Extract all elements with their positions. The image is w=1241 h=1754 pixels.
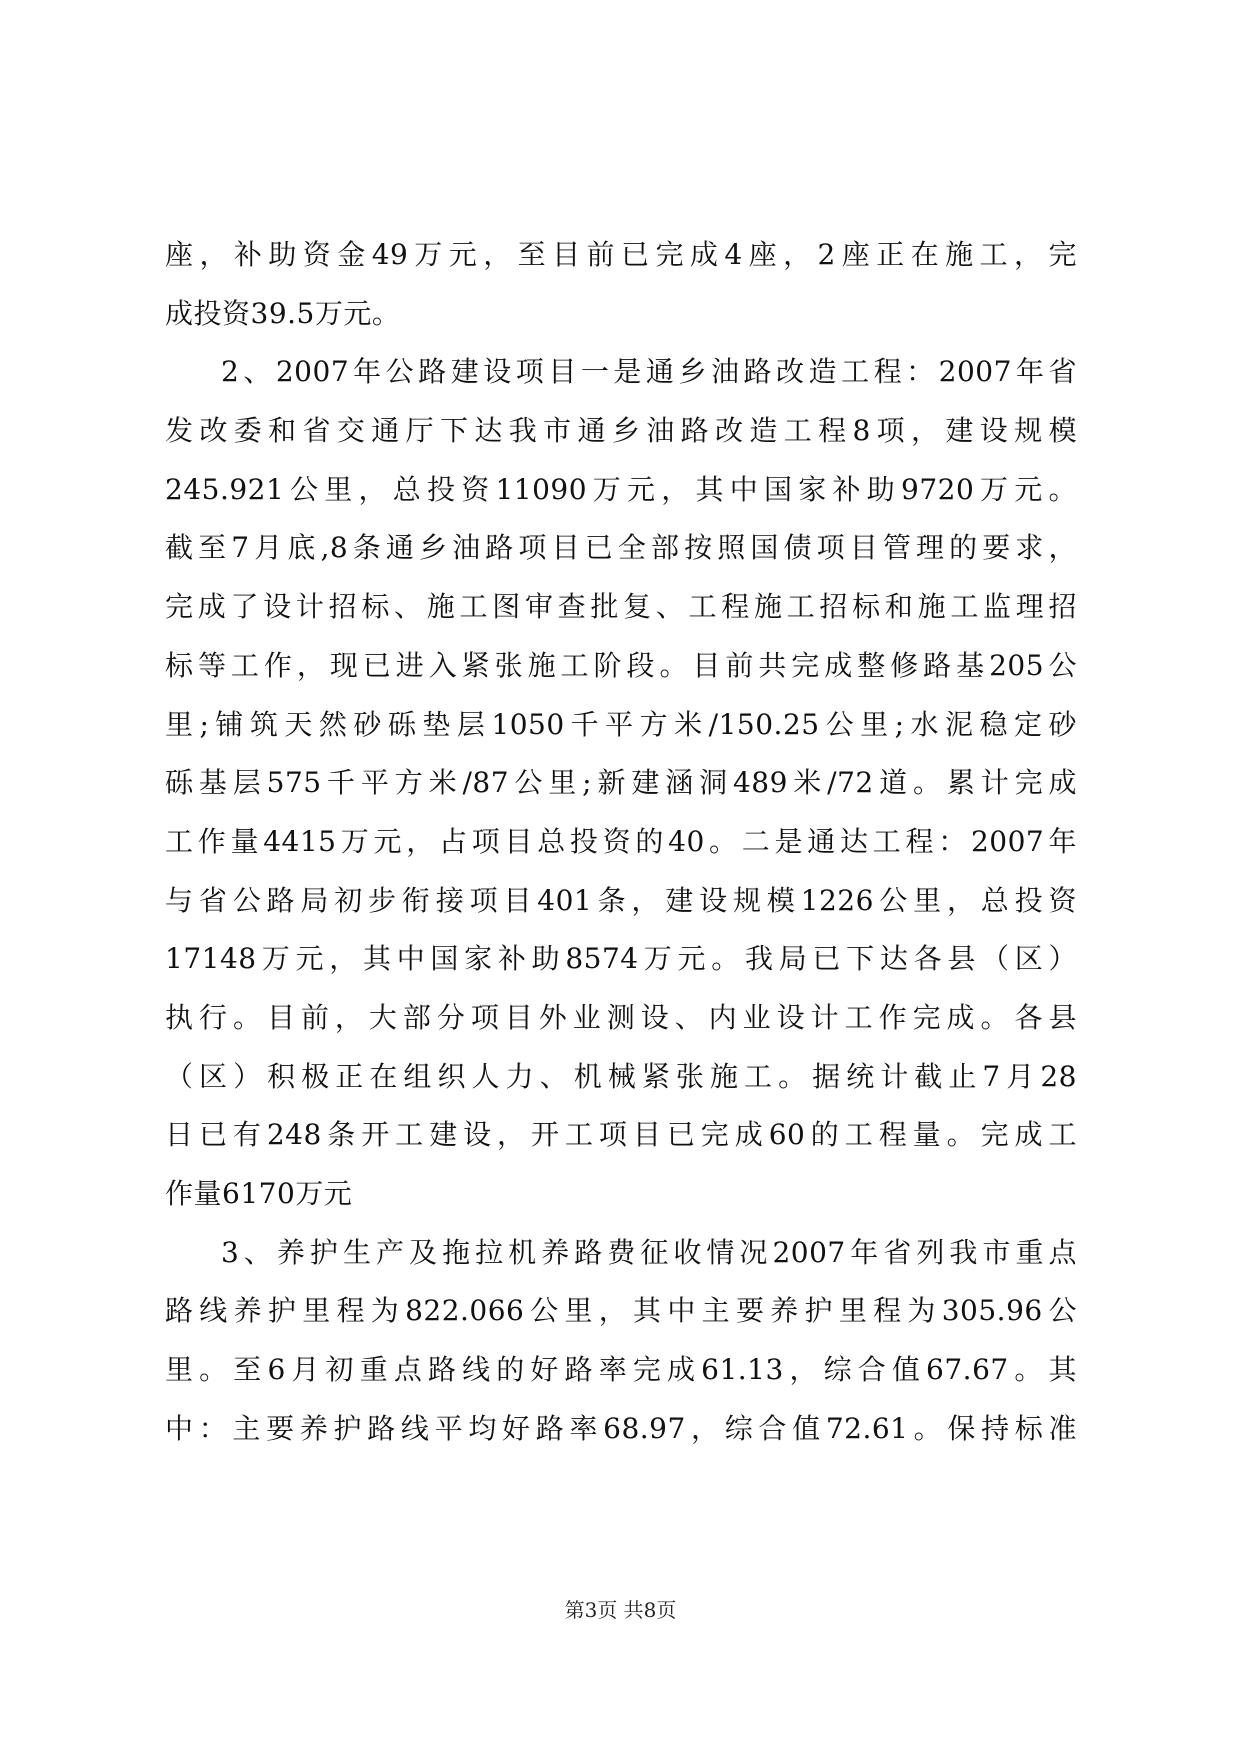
text-line: 里。至6月初重点路线的好路率完成61.13，综合值67.67。其 — [165, 1353, 1077, 1387]
text-line: 座，补助资金49万元，至目前已完成4座，2座正在施工，完 — [165, 238, 1077, 271]
paragraph-start-line: 2、2007年公路建设项目一是通乡油路改造工程：2007年省 — [221, 355, 1077, 389]
text-line: 中：主要养护路线平均好路率68.97，综合值72.61。保持标准 — [165, 1411, 1077, 1445]
text-line: 日已有248条开工建设，开工项目已完成60的工程量。完成工 — [165, 1118, 1077, 1152]
body-text — [165, 226, 1077, 1458]
text-line: 245.921公里，总投资11090万元，其中国家补助9720万元。 — [165, 472, 1077, 506]
text-line: （区）积极正在组织人力、机械紧张施工。据统计截止7月28 — [165, 1059, 1077, 1093]
page-number-footer: 第3页 共8页 — [564, 1598, 677, 1622]
text-line: 里;铺筑天然砂砾垫层1050千平方米/150.25公里;水泥稳定砂 — [165, 707, 1077, 741]
text-line: 完成了设计招标、施工图审查批复、工程施工招标和施工监理招 — [165, 590, 1077, 624]
text-line: 执行。目前，大部分项目外业测设、内业设计工作完成。各县 — [165, 1000, 1077, 1034]
text-line: 路线养护里程为822.066公里，其中主要养护里程为305.96公 — [165, 1294, 1077, 1328]
text-line: 砾基层575千平方米/87公里;新建涵洞489米/72道。累计完成 — [165, 766, 1077, 800]
paragraph-start-line: 3、养护生产及拖拉机养路费征收情况2007年省列我市重点 — [221, 1235, 1077, 1269]
text-line: 工作量4415万元，占项目总投资的40。二是通达工程：2007年 — [165, 824, 1077, 858]
text-line: 17148万元，其中国家补助8574万元。我局已下达各县（区） — [165, 942, 1077, 976]
text-line: 发改委和省交通厅下达我市通乡油路改造工程8项，建设规模 — [165, 414, 1077, 448]
text-line: 截至7月底,8条通乡油路项目已全部按照国债项目管理的要求， — [165, 531, 1077, 565]
text-line: 与省公路局初步衔接项目401条，建设规模1226公里，总投资 — [165, 883, 1077, 917]
text-line: 成投资39.5万元。 — [165, 296, 401, 330]
text-line: 标等工作，现已进入紧张施工阶段。目前共完成整修路基205公 — [165, 648, 1077, 682]
text-line: 作量6170万元 — [165, 1177, 353, 1210]
